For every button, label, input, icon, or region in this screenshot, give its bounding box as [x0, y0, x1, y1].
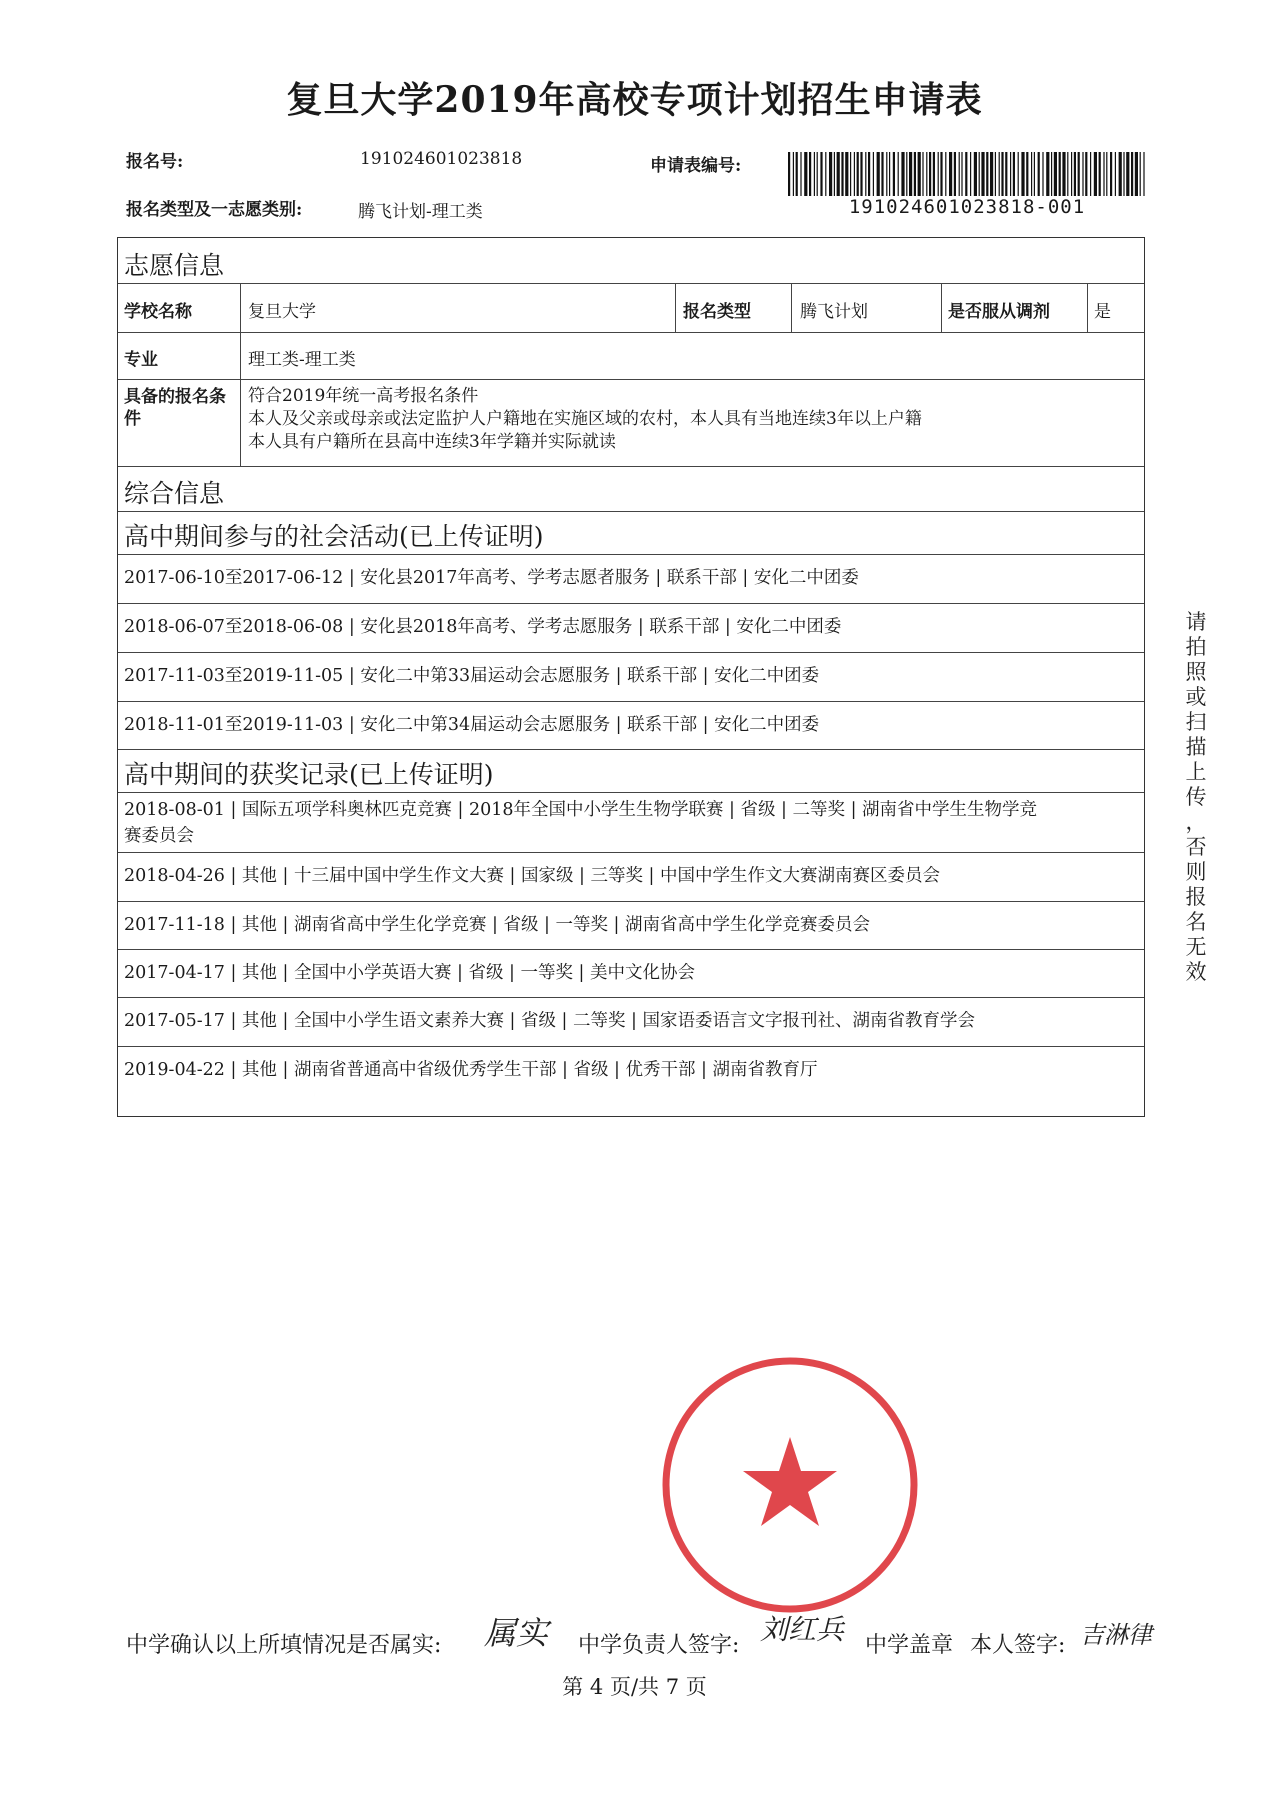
barcode-bar	[1131, 152, 1133, 196]
barcode-bar	[970, 152, 971, 196]
general-section-title: 综合信息	[124, 479, 225, 508]
barcode-bar	[1135, 152, 1138, 196]
principal-signature: 刘红兵	[760, 1613, 845, 1646]
self-signature: 吉淋律	[1080, 1621, 1152, 1649]
side-note-char: 报	[1185, 885, 1207, 909]
reg-no-label: 报名号:	[126, 152, 184, 172]
type-label: 报名类型及一志愿类别:	[126, 200, 303, 220]
divider	[1087, 284, 1088, 332]
activity-entry: 2017-11-03至2019-11-05 | 安化二中第33届运动会志愿服务 | 联系干部 | 安化二中团委	[124, 666, 820, 686]
side-note-char: 上	[1185, 760, 1207, 784]
barcode-bar	[865, 152, 866, 196]
school-value: 复旦大学	[248, 302, 316, 322]
barcode-bar	[809, 152, 811, 196]
barcode-bar	[999, 152, 1000, 196]
barcode-bar	[918, 152, 921, 196]
barcode-bar	[901, 152, 904, 196]
barcode-bar	[793, 152, 794, 196]
side-note-char: 描	[1185, 735, 1207, 759]
barcode-bar	[1106, 152, 1107, 196]
barcode-bar	[1074, 152, 1076, 196]
award-row	[118, 853, 1144, 902]
award-row	[118, 793, 1144, 853]
barcode-bar	[881, 152, 883, 196]
barcode-number: 191024601023818-001	[848, 196, 1086, 218]
reg-type-value: 腾飞计划	[800, 302, 868, 322]
barcode-bar	[817, 152, 818, 196]
barcode-bar	[886, 152, 887, 196]
barcode-bar	[873, 152, 874, 196]
barcode-bar	[800, 152, 801, 196]
school-seal	[660, 1355, 920, 1615]
barcode-bar	[929, 152, 931, 196]
side-note-char: 请	[1185, 610, 1207, 634]
self-sign-label: 本人签字:	[970, 1633, 1066, 1658]
barcode-bar	[974, 152, 977, 196]
side-note-char: 传	[1185, 785, 1207, 809]
seal-star-icon	[743, 1437, 837, 1526]
side-note	[1183, 610, 1209, 985]
side-note-char: 名	[1185, 910, 1207, 934]
divider	[791, 284, 792, 332]
barcode-bar	[1115, 152, 1116, 196]
barcode-bar	[938, 152, 939, 196]
barcode-bar	[1059, 152, 1061, 196]
barcode-bar	[1062, 152, 1065, 196]
barcode-bar	[1038, 152, 1040, 196]
barcode-bar	[1013, 152, 1015, 196]
barcode-bar	[1067, 152, 1068, 196]
barcode-bar	[898, 152, 899, 196]
barcode-bar	[1021, 152, 1024, 196]
barcode-bar	[906, 152, 907, 196]
award-entry: 2017-11-18 | 其他 | 湖南省高中学生化学竞赛 | 省级 | 一等奖 | 湖南省高中学生化学竞赛委员会	[124, 915, 871, 935]
activity-row	[118, 653, 1144, 702]
form-no-label: 申请表编号:	[650, 156, 742, 176]
barcode-bar	[986, 152, 988, 196]
award-row	[118, 902, 1144, 950]
page-number: 第 4 页/共 7 页	[562, 1675, 707, 1699]
major-value: 理工类-理工类	[248, 350, 356, 370]
barcode-bar	[1031, 152, 1032, 196]
award-entry	[124, 797, 1134, 849]
side-note-char: 效	[1185, 960, 1207, 984]
activity-row	[118, 702, 1144, 750]
barcode-bar	[1126, 152, 1129, 196]
school-label: 学校名称	[124, 302, 192, 322]
barcode-bar	[1099, 152, 1101, 196]
major-label: 专业	[124, 350, 158, 370]
barcode-bar	[933, 152, 935, 196]
principal-label: 中学负责人签字:	[578, 1633, 740, 1658]
activity-row	[118, 555, 1144, 604]
award-row	[118, 998, 1144, 1047]
side-note-char: 无	[1185, 935, 1207, 959]
conditions-list	[248, 385, 922, 454]
award-entry: 2019-04-22 | 其他 | 湖南省普通高中省级优秀学生干部 | 省级 | 优秀干部 | 湖南省教育厅	[124, 1060, 818, 1080]
stamp-label: 中学盖章	[865, 1633, 954, 1658]
barcode-bar	[788, 152, 790, 196]
barcode-bar	[954, 152, 956, 196]
barcode-bar	[979, 152, 980, 196]
barcode-bar	[909, 152, 912, 196]
barcode-bar	[981, 152, 984, 196]
award-row	[118, 950, 1144, 998]
barcode-bar	[829, 152, 832, 196]
barcode-bar	[961, 152, 962, 196]
activity-entry: 2017-06-10至2017-06-12 | 安化县2017年高考、学考志愿者服务 | 联系干部 | 安化二中团委	[124, 568, 859, 588]
barcode-bar	[926, 152, 927, 196]
barcode-bar	[837, 152, 840, 196]
barcode-bar	[1005, 152, 1007, 196]
award-line: 2018-08-01 | 国际五项学科奥林匹克竞赛 | 2018年全国中小学生生物学联赛 | 省级 | 二等奖 | 湖南省中学生生物学竞	[124, 800, 1038, 820]
awards-title: 高中期间的获奖记录(已上传证明)	[124, 760, 494, 789]
barcode-bar	[845, 152, 848, 196]
barcode-bar	[1046, 152, 1049, 196]
adjust-label: 是否服从调剂	[948, 302, 1050, 322]
confirm-label: 中学确认以上所填情况是否属实:	[126, 1633, 442, 1658]
barcode-bar	[1010, 152, 1011, 196]
barcode-bar	[1119, 152, 1122, 196]
activity-entry: 2018-11-01至2019-11-03 | 安化二中第34届运动会志愿服务 | 联系干部 | 安化二中团委	[124, 715, 820, 735]
reg-no-value: 191024601023818	[360, 149, 523, 169]
wish-section-title: 志愿信息	[124, 251, 225, 280]
general-section-header	[118, 467, 1144, 512]
divider	[240, 380, 241, 466]
award-row	[118, 1047, 1144, 1116]
side-note-char: 否	[1185, 835, 1207, 859]
barcode-bar	[1042, 152, 1043, 196]
barcode-bar	[1071, 152, 1072, 196]
conditions-row	[118, 380, 1144, 467]
barcode-bar	[1110, 152, 1112, 196]
barcode-bar	[914, 152, 916, 196]
side-note-char: 扫	[1185, 710, 1207, 734]
divider	[240, 333, 241, 379]
barcode-bar	[959, 152, 960, 196]
side-note-char: 则	[1185, 860, 1207, 884]
condition-item: 本人具有户籍所在县高中连续3年学籍并实际就读	[248, 432, 616, 452]
barcode-bar	[1090, 152, 1091, 196]
barcode-bar	[1143, 152, 1144, 196]
barcode-bar	[854, 152, 855, 196]
barcode-bar	[1123, 152, 1124, 196]
divider	[675, 284, 676, 332]
barcode-bar	[1034, 152, 1035, 196]
condition-item: 符合2019年统一高考报名条件	[248, 386, 479, 406]
award-line: 赛委员会	[124, 826, 194, 846]
side-note-char: 或	[1185, 685, 1207, 709]
divider	[941, 284, 942, 332]
form-title: 复旦大学2019年高校专项计划招生申请表	[286, 79, 983, 121]
barcode-bar	[1054, 152, 1057, 196]
barcode-bar	[825, 152, 826, 196]
award-entry: 2017-05-17 | 其他 | 全国中小学生语文素养大赛 | 省级 | 二等奖 | 国家语委语言文字报刊社、湖南省教育学会	[124, 1011, 976, 1031]
barcode-bar	[1094, 152, 1097, 196]
divider	[240, 284, 241, 332]
barcode-bar	[804, 152, 807, 196]
confirm-signature: 属实	[484, 1614, 549, 1652]
side-note-char: ，	[1185, 810, 1207, 834]
application-form	[117, 237, 1145, 1117]
barcode-bar	[814, 152, 815, 196]
conditions-label: 具备的报名条件	[124, 387, 226, 429]
barcode-bar	[877, 152, 880, 196]
barcode-bar	[965, 152, 967, 196]
side-note-char: 拍	[1185, 635, 1207, 659]
activities-header	[118, 512, 1144, 555]
barcode-bar	[868, 152, 870, 196]
barcode-bar	[949, 152, 952, 196]
barcode-bar	[1085, 152, 1087, 196]
award-entry: 2017-04-17 | 其他 | 全国中小学英语大赛 | 省级 | 一等奖 | 美中文化协会	[124, 963, 696, 983]
reg-type-label: 报名类型	[683, 302, 751, 322]
activities-title: 高中期间参与的社会活动(已上传证明)	[124, 522, 544, 551]
barcode	[786, 152, 1148, 196]
major-row	[118, 333, 1144, 380]
activity-entry: 2018-06-07至2018-06-08 | 安化县2018年高考、学考志愿服务 | 联系干部 | 安化二中团委	[124, 617, 842, 637]
barcode-bar	[1103, 152, 1104, 196]
barcode-bar	[850, 152, 851, 196]
barcode-bar	[1001, 152, 1003, 196]
school-row	[118, 284, 1144, 333]
barcode-bar	[893, 152, 895, 196]
side-note-char: 照	[1185, 660, 1207, 684]
barcode-bar	[796, 152, 798, 196]
condition-item: 本人及父亲或母亲或法定监护人户籍地在实施区域的农村，本人具有当地连续3年以上户籍	[248, 409, 922, 429]
barcode-bar	[1078, 152, 1080, 196]
award-entry: 2018-04-26 | 其他 | 十三届中国中学生作文大赛 | 国家级 | 三等奖 | 中国中学生作文大赛湖南赛区委员会	[124, 866, 941, 886]
barcode-bar	[860, 152, 862, 196]
activity-row	[118, 604, 1144, 653]
barcode-bar	[1026, 152, 1028, 196]
adjust-value: 是	[1094, 302, 1111, 322]
wish-section-header	[118, 238, 1144, 284]
barcode-bar	[834, 152, 835, 196]
barcode-bar	[857, 152, 859, 196]
type-value: 腾飞计划-理工类	[358, 202, 483, 222]
barcode-bar	[990, 152, 993, 196]
barcode-bar	[820, 152, 822, 196]
barcode-bar	[841, 152, 843, 196]
barcode-bar	[1018, 152, 1019, 196]
barcode-bar	[1140, 152, 1141, 196]
barcode-bar	[1051, 152, 1052, 196]
barcode-bar	[945, 152, 946, 196]
barcode-bar	[1082, 152, 1083, 196]
barcode-bar	[940, 152, 942, 196]
barcode-bar	[889, 152, 890, 196]
awards-header	[118, 750, 1144, 793]
barcode-bar	[922, 152, 923, 196]
barcode-bar	[995, 152, 996, 196]
